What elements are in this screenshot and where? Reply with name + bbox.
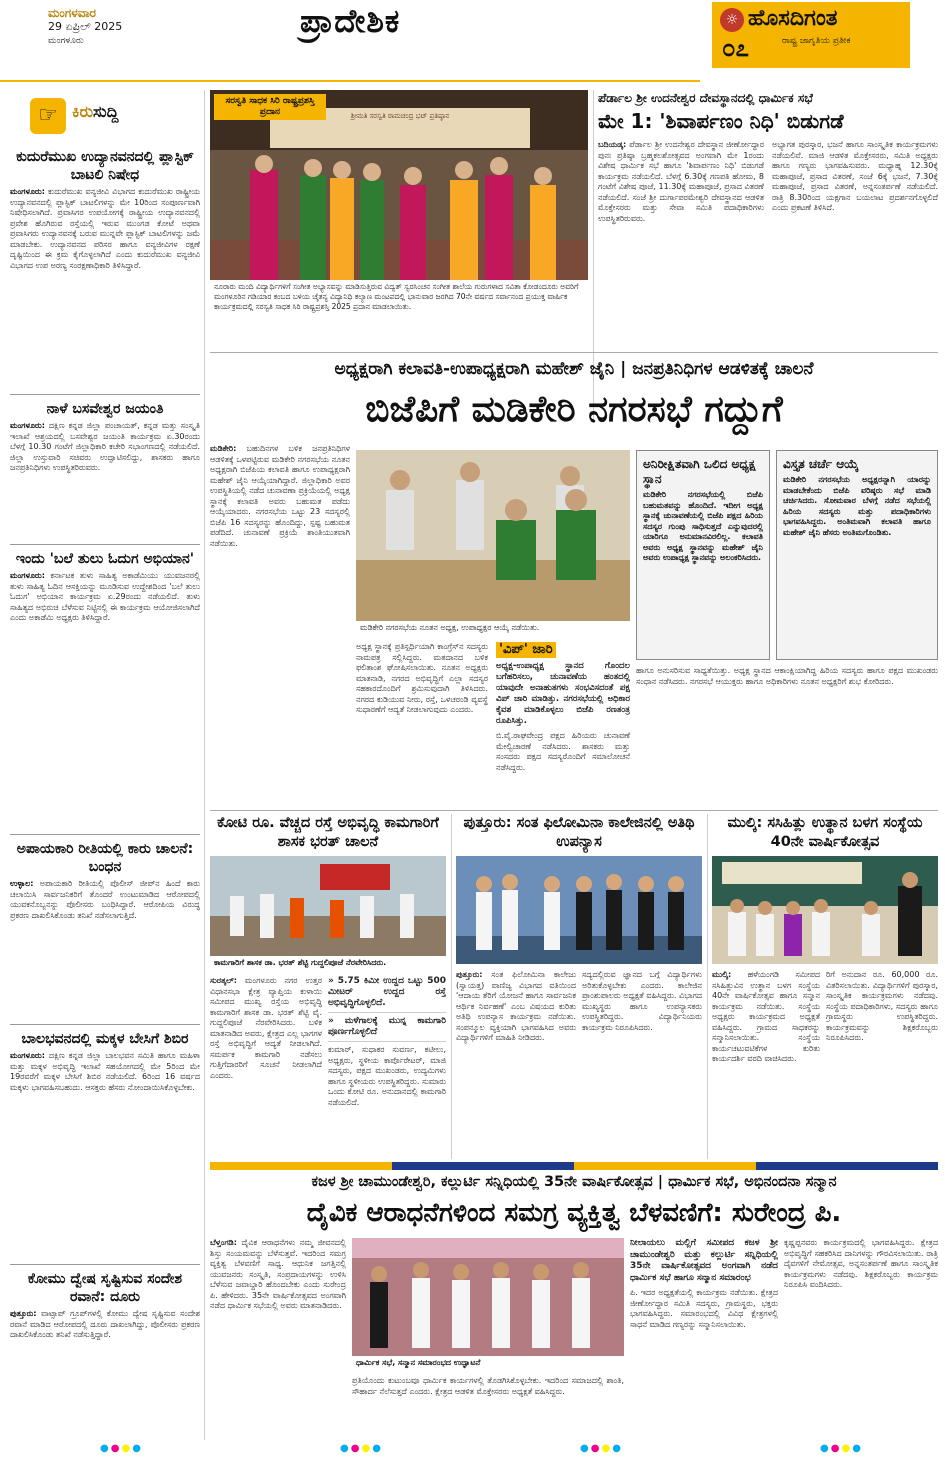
perdala-col-1-text	[598, 140, 764, 224]
kirusuddi-label-a: ಕಿರು	[72, 102, 94, 121]
award-photo-scene	[210, 90, 588, 310]
madikeri-col-5-text: ಹಾಗೂ ಅನುಸರಿಸುವ ಸಾಧ್ಯತೆಯಿತ್ತು. ಅಧ್ಯಕ್ಷ ಸ್ಥಾನದ ಆಕಾಂಕ್ಷಿಯಾಗಿದ್ದ ಹಿರಿಯ ಸದಸ್ಯರು ಹಾಗೂ ಪಕ್ಷದ ಮುಖಂಡರು ಸಂಧಾನ ನಡೆಸಿದರು. ನಗರಸಭೆ ಆಯುಕ್ತರು ಹಾಗೂ ಅಧಿಕಾರಿಗಳು ನೂತನ ಅಧ್ಯಕ್ಷರಿಗೆ ಶುಭ ಕೋರಿದರು.	[636, 666, 938, 686]
mulki-headline: ಮುಲ್ಕಿ: ಸಸಿಹಿತ್ಲು ಉತ್ಥಾನ ಬಳಗ ಸಂಸ್ಥೆಯ 40ನೇ ವಾರ್ಷಿಕೋತ್ಸವ	[727, 815, 923, 850]
madikeri-col-1	[210, 444, 350, 804]
road-point-2: » ಮಳೆಗಾಲಕ್ಕೆ ಮುನ್ನ ಕಾಮಗಾರಿ ಪೂರ್ಣಗೊಳ್ಳಲಿದೆ	[328, 1013, 446, 1042]
road-photo	[210, 856, 446, 970]
puttur-headline: ಪುತ್ತೂರು: ಸಂತ ಫಿಲೋಮಿನಾ ಕಾಲೇಜಿನಲ್ಲಿ ಅತಿಥಿ ಉಪನ್ಯಾಸ	[463, 815, 695, 850]
kajala-box-title: ನೀಲಾಯಲು ಮಲ್ಲಿಗೆ ಸಮೀಪದ ಕಜಳ ಶ್ರೀ ಚಾಮುಂಡೇಶ್ವರಿ ಮತ್ತು ಕಲ್ಲುರ್ಟಿ ಸನ್ನಿಧಿಯಲ್ಲಿ 35ನೇ ವಾರ್ಷಿಕೋತ್ಸವದ ಅಂಗವಾಗಿ ನಡೆದ ಧಾರ್ಮಿಕ ಸಭೆ ಹಾಗೂ ಸನ್ಮಾನ ಸಮಾರಂಭ	[630, 1238, 778, 1283]
brief-6-title: ಕೋಮು ದ್ವೇಷ ಸೃಷ್ಟಿಸುವ ಸಂದೇಶ ರವಾನೆ: ದೂರು	[27, 1271, 183, 1305]
puttur-body-2: ಸದ್ಯದಲ್ಲಿರುವ ಜ್ಞಾನದ ಬಗ್ಗೆ ವಿದ್ಯಾರ್ಥಿಗಳು ಅರಿತುಕೊಳ್ಳಬೇಕು ಎಂದರು. ಕಾಲೇಜಿನ ಪ್ರಾಂಶುಪಾಲರು ಅಧ್ಯಕ್ಷತೆ ವಹಿಸಿದ್ದರು. ವಿಭಾಗದ ಮುಖ್ಯಸ್ಥರು ಹಾಗೂ ಉಪನ್ಯಾಸಕರು ಉಪಸ್ಥಿತರಿದ್ದರು. ವಿದ್ಯಾರ್ಥಿನಿಯರು ಕಾರ್ಯಕ್ರಮ ನಿರೂಪಿಸಿದರು.	[582, 970, 702, 1032]
kirusuddi-label-b: ಸುದ್ದಿ	[93, 102, 119, 121]
kajala-col-2-text: ಪ್ರತಿಯೊಂದು ಕುಟುಂಬವೂ ಧಾರ್ಮಿಕ ಕಾರ್ಯಗಳಲ್ಲಿ ತೊಡಗಿಸಿಕೊಳ್ಳಬೇಕು. ಇದರಿಂದ ಸಮಾಜದಲ್ಲಿ ಶಾಂತಿ, ಸೌಹಾರ್ದ ನೆಲೆಸುತ್ತದೆ ಎಂದರು. ಕ್ಷೇತ್ರದ ಆಡಳಿತ ಮೊಕ್ತೇಸರರು ಅಧ್ಯಕ್ಷತೆ ವಹಿಸಿದ್ದರು.	[352, 1376, 624, 1396]
road-body: ಮಂಗಳೂರು ನಗರ ಉತ್ತರ ವಿಧಾನಸಭಾ ಕ್ಷೇತ್ರ ವ್ಯಾಪ್ತಿಯ ಕುಳಾಯಿ ಸಮೀಪದ ಮುಖ್ಯ ರಸ್ತೆಯ ಅಭಿವೃದ್ಧಿ ಕಾಮಗಾರಿಗೆ ಶಾಸಕ ಡಾ. ಭರತ್ ಶೆಟ್ಟಿ ವೈ. ಗುದ್ದಲಿಪೂಜೆ ನೆರವೇರಿಸಿದರು. ಬಳಿಕ ಮಾತನಾಡಿದ ಅವರು, ಕ್ಷೇತ್ರದ ಎಲ್ಲ ಭಾಗಗಳ ರಸ್ತೆ ಅಭಿವೃದ್ಧಿಗೆ ಆದ್ಯತೆ ನೀಡಲಾಗಿದೆ. ಸಮರ್ಪಕ ಕಾಮಗಾರಿ ನಡೆಸಲು ಗುತ್ತಿಗೆದಾರರಿಗೆ ಸೂಚನೆ ನೀಡಲಾಗಿದೆ ಎಂದರು.	[210, 976, 322, 1080]
kajala-col-1-text	[210, 1238, 346, 1312]
left-briefs-column	[10, 92, 200, 1442]
brief-divider	[10, 834, 200, 835]
brief-6-lead: ಪುತ್ತೂರು:	[10, 1309, 37, 1318]
brief-4-title: ಅಪಾಯಕಾರಿ ರೀತಿಯಲ್ಲಿ ಕಾರು ಚಾಲನೆ: ಬಂಧನ	[16, 841, 194, 875]
kajala-col-3-text: ಪಿ. ಇದರ ಅಧ್ಯಕ್ಷತೆಯಲ್ಲಿ ಕಾರ್ಯಕ್ರಮ ನಡೆಯಿತು. ಕ್ಷೇತ್ರದ ಜೀರ್ಣೋದ್ಧಾರ ಸಮಿತಿ ಸದಸ್ಯರು, ಗ್ರಾಮಸ್ಥರು, ಭಕ್ತರು ಭಾಗವಹಿಸಿದ್ದರು. ಸಮಾರಂಭದಲ್ಲಿ ವಿವಿಧ ಕ್ಷೇತ್ರಗಳಲ್ಲಿ ಸಾಧನೆ ಮಾಡಿದ ಗಣ್ಯರನ್ನು ಸನ್ಮಾನಿಸಲಾಯಿತು.	[630, 1288, 778, 1329]
column-divider	[204, 90, 205, 1440]
puttur-photo	[456, 856, 702, 964]
madikeri-pull-body: ಅಧ್ಯಕ್ಷ-ಉಪಾಧ್ಯಕ್ಷ ಸ್ಥಾನದ ಗೊಂದಲ ಬಗೆಹರಿಸಲು, ಚುನಾವಣೆಯ ಹಂತದಲ್ಲಿ ಯಾವುದೇ ಅನಾಹುತಗಳು ಸಂಭವಿಸದಂತೆ ಪಕ್ಷ ವಿಪ್ ಜಾರಿ ಮಾಡಿತ್ತು. ನಗರಸಭೆಯಲ್ಲಿ ಅಧಿಕಾರ ಕೈವಶ ಮಾಡಿಕೊಳ್ಳಲು ಬಿಜೆಪಿ ರಣತಂತ್ರ ರೂಪಿಸಿತ್ತು.	[496, 661, 630, 726]
award-banner: ಶ್ರೀಮತಿ ಸರಸ್ವತಿ ರಾಮಚಂದ್ರ ಭಟ್ ಪ್ರತಿಷ್ಠಾನ	[350, 112, 450, 120]
road-photo-scene	[210, 856, 446, 958]
madikeri-box-1-title: ಅನಿರೀಕ್ಷಿತವಾಗಿ ಒಲಿದ ಅಧ್ಯಕ್ಷ ಸ್ಥಾನ	[643, 457, 756, 486]
kajala-lead: ಬೆಳ್ತಂಗಡಿ:	[210, 1238, 237, 1247]
pointing-hand-icon: ☞	[30, 98, 66, 134]
mulki-photo-scene	[712, 856, 938, 964]
masthead-rule	[0, 80, 700, 82]
brief-6	[10, 1270, 200, 1440]
mulki-body: ಹಳೆಯಂಗಡಿ ಸಮೀಪದ ಸಸಿಹಿತ್ಲುವಿನ ಉತ್ಥಾನ ಬಳಗ ಸಂಸ್ಥೆಯ 40ನೇ ವಾರ್ಷಿಕೋತ್ಸವ ಹಾಗೂ ಸನ್ಮಾನ ಕಾರ್ಯಕ್ರಮ ನಡೆಯಿತು. ಸಂಸ್ಥೆಯ ಅಧ್ಯಕ್ಷರು ಕಾರ್ಯಕ್ರಮದ ಅಧ್ಯಕ್ಷತೆ ವಹಿಸಿದ್ದರು. ಗ್ರಾಮದ ಸಾಧಕರನ್ನು ಸನ್ಮಾನಿಸಲಾಯಿತು. ಸಂಸ್ಥೆಯ ಕಾರ್ಯಚಟುವಟಿಕೆಗಳ ಕುರಿತು ಕಾರ್ಯದರ್ಶಿ ವರದಿ ವಾಚಿಸಿದರು.	[712, 970, 820, 1063]
madikeri-box-2-title: ವಿಸ್ತೃತ ಚರ್ಚೆ ಆಯ್ಕೆ	[783, 457, 859, 471]
brand-tagline: ರಾಷ್ಟ್ರ ಜಾಗೃತಿಯ ಪ್ರತೀಕ	[782, 36, 851, 46]
brief-1-title: ಕುದುರೆಮುಖ ಉದ್ಯಾನವನದಲ್ಲಿ ಪ್ಲಾಸ್ಟಿಕ್ ಬಾಟಲಿ ನಿಷೇಧ	[16, 149, 194, 183]
madikeri-kicker: ಅಧ್ಯಕ್ಷರಾಗಿ ಕಲಾವತಿ-ಉಪಾಧ್ಯಕ್ಷರಾಗಿ ಮಹೇಶ್ ಜೈನಿ | ಜನಪ್ರತಿನಿಧಿಗಳ ಆಡಳಿತಕ್ಕೆ ಚಾಲನೆ	[334, 359, 814, 379]
road-point-1-text: 5.75 ಕಿಮೀ ಉದ್ದದ ಒಟ್ಟು 500 ಮೀಟರ್ ಉದ್ದದ ರಸ್ತೆ ಅಭಿವೃದ್ಧಿಗೊಳ್ಳಲಿದೆ.	[328, 976, 446, 1008]
masthead-date: 29 ಏಪ್ರಿಲ್ 2025	[48, 20, 123, 33]
section-rule	[210, 352, 938, 353]
mulki-col-2	[826, 970, 938, 1160]
brief-5-text: ದಕ್ಷಿಣ ಕನ್ನಡ ಜಿಲ್ಲಾ ಬಾಲಭವನ ಸಮಿತಿ ಹಾಗೂ ಮಹಿಳಾ ಮತ್ತು ಮಕ್ಕಳ ಅಭಿವೃದ್ಧಿ ಇಲಾಖೆ ಸಹಯೋಗದಲ್ಲಿ ಮೇ 5ರಿಂದ ಮೇ 19ರವರೆಗೆ ಮಕ್ಕಳ ಬೇಸಿಗೆ ಶಿಬಿರ ನಡೆಯಲಿದೆ. 6ರಿಂದ 16 ವರ್ಷದ ಮಕ್ಕಳು ಭಾಗವಹಿಸಬಹುದು. ಆಸಕ್ತರು ಹೆಸರು ನೋಂದಾಯಿಸಿಕೊಳ್ಳಬೇಕು.	[10, 1051, 200, 1092]
brief-6-body	[10, 1309, 200, 1341]
mulki-body-2: ರಿಗೆ ಅನುದಾನ ರೂ. 60,000 ರೂ. ವಿತರಿಸಲಾಯಿತು. ವಿದ್ಯಾರ್ಥಿಗಳಿಗೆ ಪುರಸ್ಕಾರ, ಸಾಂಸ್ಕೃತಿಕ ಕಾರ್ಯಕ್ರಮಗಳು ನಡೆದವು. ಸಂಸ್ಥೆಯ ಪದಾಧಿಕಾರಿಗಳು, ಸದಸ್ಯರು ಹಾಗೂ ಗ್ರಾಮಸ್ಥರು ಉಪಸ್ಥಿತರಿದ್ದರು. ಕಾರ್ಯಕ್ರಮವನ್ನು ಶಿಕ್ಷಕರೊಬ್ಬರು ನಿರೂಪಿಸಿದರು.	[826, 970, 938, 1042]
puttur-col-1	[456, 970, 576, 1160]
brief-1	[10, 148, 200, 388]
brief-1-text: ಕುದುರೆಮುಖ ವನ್ಯಜೀವಿ ವಿಭಾಗದ ಕುದುರೆಮುಖ ರಾಷ್ಟ್ರೀಯ ಉದ್ಯಾನವನದಲ್ಲಿ ಪ್ಲಾಸ್ಟಿಕ್ ಬಾಟಲಿಗಳನ್ನು ಮೇ 10ರಿಂದ ಸಂಪೂರ್ಣವಾಗಿ ನಿಷೇಧಿಸಲಾಗಿದೆ. ಪ್ರವಾಸಿಗರ ಉಪಯೋಗಕ್ಕೆ ರಾಷ್ಟ್ರೀಯ ಉದ್ಯಾನವನದಲ್ಲಿ ಪ್ರವೇಶ ಹೊಗಿರುವ ರಸ್ತೆಯಲ್ಲಿ ಇರುವ ಮುಂಗಡ ಕೋಟೆ ಅಥವಾ ಪ್ರವಾಸಿಗರು ಉದ್ಯಾನವನಕ್ಕೆ ಬರುವ ಮುನ್ನವೇ ಪ್ಲಾಸ್ಟಿಕ್ ಬಾಟಲಿಗಳನ್ನು ಜಮೆ ಮಾಡಬೇಕು. ಉದ್ಯಾನವನದ ಪರಿಸರ ಹಾಗೂ ವನ್ಯಜೀವಿಗಳ ರಕ್ಷಣೆ ದೃಷ್ಟಿಯಿಂದ ಈ ಕ್ರಮ ಕೈಗೊಳ್ಳಲಾಗಿದೆ ಎಂದು ಕುದುರೆಮುಖ ವನ್ಯಜೀವಿ ವಿಭಾಗದ ಉಪ ಅರಣ್ಯ ಸಂರಕ್ಷಣಾಧಿಕಾರಿ ತಿಳಿಸಿದ್ದಾರೆ.	[10, 187, 200, 270]
kajala-photo	[352, 1238, 624, 1370]
kajala-col-2	[352, 1376, 624, 1434]
registration-dots: ●●●●	[580, 1443, 623, 1454]
kirusuddi-header	[10, 92, 200, 136]
column-divider	[451, 814, 452, 1159]
kajala-photo-scene	[352, 1238, 624, 1358]
madikeri-photo	[356, 450, 630, 635]
award-photo	[210, 90, 588, 350]
brief-3-lead: ಮಂಗಳೂರು:	[10, 571, 45, 580]
kajala-photo-caption: ಧಾರ್ಮಿಕ ಸಭೆ, ಸನ್ಮಾನ ಸಮಾರಂಭದ ಉದ್ಘಾಟನೆ	[352, 1356, 624, 1370]
mulki-lead: ಮುಲ್ಕಿ:	[712, 970, 732, 979]
column-divider	[707, 814, 708, 1159]
mulki-col-1	[712, 970, 820, 1160]
madikeri-col-1-body: ಬಹುದಿನಗಳ ಬಳಿಕ ಜನಪ್ರತಿನಿಧಿಗಳ ಆಡಳಿತಕ್ಕೆ ಒಳಪಟ್ಟಿರುವ ಮಡಿಕೇರಿ ನಗರಸಭೆಯ ನೂತನ ಅಧ್ಯಕ್ಷರಾಗಿ ಬಿಜೆಪಿಯ ಕಲಾವತಿ ಹಾಗೂ ಉಪಾಧ್ಯಕ್ಷರಾಗಿ ಮಹೇಶ್ ಜೈನಿ ಆಯ್ಕೆಯಾಗಿದ್ದಾರೆ. ಜಿಲ್ಲಾಧಿಕಾರಿ ಅವರ ಉಪಸ್ಥಿತಿಯಲ್ಲಿ ನಡೆದ ಚುನಾವಣಾ ಪ್ರಕ್ರಿಯೆಯಲ್ಲಿ ಅಧ್ಯಕ್ಷ ಸ್ಥಾನಕ್ಕೆ ಕಲಾವತಿ ಅವರು ಬಹುಮತ ಪಡೆದು ಆಯ್ಕೆಯಾದರು. ನಗರಸಭೆಯ ಒಟ್ಟು 23 ಸದಸ್ಯರಲ್ಲಿ ಬಿಜೆಪಿ 16 ಸದಸ್ಯರನ್ನು ಹೊಂದಿದ್ದು, ಸ್ಪಷ್ಟ ಬಹುಮತ ಪಡೆದಿದೆ. ಚುನಾವಣೆ ಪ್ರಕ್ರಿಯೆ ಶಾಂತಿಯುತವಾಗಿ ನಡೆಯಿತು.	[210, 444, 350, 548]
brief-2-title: ನಾಳೆ ಬಸವೇಶ್ವರ ಜಯಂತಿ	[46, 401, 164, 417]
madikeri-col-2	[356, 642, 488, 804]
registration-dots: ●●●●	[820, 1443, 863, 1454]
road-col-1-text	[210, 976, 322, 1081]
road-headline: ಕೋಟಿ ರೂ. ವೆಚ್ಚದ ರಸ್ತೆ ಅಭಿವೃದ್ಧಿ ಕಾಮಗಾರಿಗೆ ಶಾಸಕ ಭರತ್ ಚಾಲನೆ	[217, 815, 439, 850]
madikeri-lead: ಮಡಿಕೇರಿ:	[210, 444, 237, 453]
kajala-col-1	[210, 1238, 346, 1434]
brief-2-lead: ಮಂಗಳೂರು:	[10, 421, 45, 430]
kirusuddi-label	[72, 102, 118, 122]
brief-3	[10, 550, 200, 830]
brand-name: ಹೊಸದಿಗಂತ	[748, 6, 838, 31]
brief-3-text: ಕರ್ನಾಟಕ ತುಳು ಸಾಹಿತ್ಯ ಅಕಾಡೆಮಿಯು ಯುವಜನರಲ್ಲಿ ತುಳು ಸಾಹಿತ್ಯ ಓದಿನ ಆಸಕ್ತಿಯನ್ನು ಮೂಡಿಸುವ ಉದ್ದೇಶದಿಂದ 'ಬಲೆ ತುಲು ಓದುಗ' ಅಭಿಯಾನ ಕಾರ್ಯಕ್ರಮ ಏ.29ರಂದು ನಡೆಯಲಿದೆ. ತುಳು ಸಾಹಿತ್ಯದ ಅಭಿರುಚಿ ಬೆಳೆಸುವ ನಿಟ್ಟಿನಲ್ಲಿ ಈ ಕಾರ್ಯಕ್ರಮ ಆಯೋಜಿಸಲಾಗಿದೆ ಎಂದು ಅಕಾಡೆಮಿ ಅಧ್ಯಕ್ಷರು ತಿಳಿಸಿದ್ದಾರೆ.	[10, 571, 200, 622]
madikeri-pull-title-text: 'ವಿಪ್' ಜಾರಿ	[496, 642, 556, 658]
brief-4-text: ಅಪಾಯಕಾರಿ ರೀತಿಯಲ್ಲಿ ಪೊಲೀಸ್ ಜೀಪ್‌ನ ಹಿಂದೆ ಕಾರು ಚಲಾಯಿಸಿ ಸಾರ್ವಜನಿಕರಿಗೆ ತೊಂದರೆ ಉಂಟುಮಾಡಿದ ಆರೋಪದಲ್ಲಿ ಯುವಕನೊಬ್ಬನನ್ನು ಪೊಲೀಸರು ಬಂಧಿಸಿದ್ದಾರೆ. ಆರೋಪಿಯ ವಿರುದ್ಧ ಪ್ರಕರಣ ದಾಖಲಿಸಿಕೊಂಡು ತನಿಖೆ ನಡೆಸಲಾಗುತ್ತಿದೆ.	[10, 879, 200, 920]
registration-dots: ●●●●	[100, 1443, 143, 1454]
perdala-kicker: ಪೆರ್ಡಾಲ ಶ್ರೀ ಉದನೇಶ್ವರ ದೇವಸ್ಥಾನದಲ್ಲಿ ಧಾರ್ಮಿಕ ಸಭೆ	[598, 91, 813, 105]
kajala-col-1-body: ದೈವಿಕ ಆರಾಧನೆಗಳು ನಮ್ಮ ಜೀವನದಲ್ಲಿ ಶಿಸ್ತು ಸಂಯಮವನ್ನು ಬೆಳೆಸುತ್ತವೆ. ಇದರಿಂದ ಸಮಗ್ರ ವ್ಯಕ್ತಿತ್ವ ಬೆಳವಣಿಗೆ ಸಾಧ್ಯ. ಆಧುನಿಕ ಜಗತ್ತಿನಲ್ಲಿ ಯುವಜನರು ಸಂಸ್ಕೃತಿ, ಸಂಪ್ರದಾಯಗಳನ್ನು ಉಳಿಸಿ ಬೆಳೆಸುವ ಜವಾಬ್ದಾರಿ ಹೊಂದಬೇಕು ಎಂದು ಸುರೇಂದ್ರ ಪಿ. ಹೇಳಿದರು. 35ನೇ ವಾರ್ಷಿಕೋತ್ಸವದ ಅಂಗವಾಗಿ ನಡೆದ ಧಾರ್ಮಿಕ ಸಭೆಯಲ್ಲಿ ಅವರು ಮಾತನಾಡಿದರು.	[210, 1238, 346, 1310]
mulki-photo	[712, 856, 938, 964]
masthead-date-block	[48, 6, 122, 48]
brief-divider	[10, 394, 200, 395]
kajala-col-4	[784, 1238, 938, 1434]
brief-5-lead: ಮಂಗಳೂರು:	[10, 1051, 45, 1060]
brief-2-text: ದಕ್ಷಿಣ ಕನ್ನಡ ಜಿಲ್ಲಾ ಪಂಚಾಯತ್, ಕನ್ನಡ ಮತ್ತು ಸಂಸ್ಕೃತಿ ಇಲಾಖೆ ಆಶ್ರಯದಲ್ಲಿ ಬಸವೇಶ್ವರ ಜಯಂತಿ ಕಾರ್ಯಕ್ರಮ ಏ.30ರಂದು ಬೆಳಗ್ಗೆ 10.30 ಗಂಟೆಗೆ ಜಿಲ್ಲಾಧಿಕಾರಿ ಕಚೇರಿ ಸಭಾಂಗಣದಲ್ಲಿ ನಡೆಯಲಿದೆ. ಜಿಲ್ಲಾ ಉಸ್ತುವಾರಿ ಸಚಿವರು ಉದ್ಘಾಟಿಸಲಿದ್ದು, ಶಾಸಕರು ಹಾಗೂ ಜನಪ್ರತಿನಿಧಿಗಳು ಉಪಸ್ಥಿತರಿರುವರು.	[10, 421, 200, 472]
perdala-col-2-text: ಅಭ್ಯಾಗತ ಪುರಸ್ಕಾರ, ಭಜನೆ ಹಾಗೂ ಸಾಂಸ್ಕೃತಿಕ ಕಾರ್ಯಕ್ರಮಗಳು ನಡೆಯಲಿವೆ. ಮಾಜಿ ಆಡಳಿತ ಮೊಕ್ತೇಸರರು, ಸಮಿತಿ ಅಧ್ಯಕ್ಷರು ಹಾಗೂ ಗಣ್ಯರು ಭಾಗವಹಿಸುವರು. ಮಧ್ಯಾಹ್ನ 12.30ಕ್ಕೆ ಮಹಾಪೂಜೆ, ಪ್ರಸಾದ ವಿತರಣೆ, ಸಂಜೆ 6ಕ್ಕೆ ಭಜನೆ, 7.30ಕ್ಕೆ ಮಹಾಪೂಜೆ, ಪ್ರಸಾದ ವಿತರಣೆ, ಅನ್ನಸಂತರ್ಪಣೆ ನಡೆಯಲಿದೆ. ರಾತ್ರಿ 8.30ರಿಂದ ಯಕ್ಷಗಾನ ಬಯಲಾಟ ಪ್ರದರ್ಶನಗೊಳ್ಳಲಿದೆ ಎಂದು ಪ್ರಕಟಣೆ ತಿಳಿಸಿದೆ.	[772, 140, 938, 212]
brief-5-body	[10, 1051, 200, 1093]
road-body-2: ಕುಮಾರ್, ಸುಧಾಕರ ಸುವರ್ಣ, ಕಟೀಲು, ಅಧ್ಯಕ್ಷರು, ಸ್ಥಳೀಯ ಕಾರ್ಪೊರೇಟರ್, ಮಾಜಿ ಸದಸ್ಯರು, ಪಕ್ಷದ ಮುಖಂಡರು, ಉದ್ಯಮಿಗಳು ಹಾಗೂ ಸ್ಥಳೀಯರು ಉಪಸ್ಥಿತರಿದ್ದರು. ಸುಮಾರು ಒಂದು ಕೋಟಿ ರೂ. ಅನುದಾನದಲ್ಲಿ ಕಾಮಗಾರಿ ನಡೆಯಲಿದೆ.	[328, 1045, 446, 1107]
perdala-headline: ಮೇ 1: 'ಶಿವಾರ್ಪಣಂ ನಿಧಿ' ಬಿಡುಗಡೆ	[598, 109, 844, 133]
road-col-1	[210, 976, 322, 1160]
madikeri-headline: ಬಿಜೆಪಿಗೆ ಮಡಿಕೇರಿ ನಗರಸಭೆ ಗದ್ದುಗೆ	[365, 389, 783, 430]
brief-4-body	[10, 879, 200, 921]
madikeri-photo-scene	[356, 450, 630, 622]
section-color-bar	[210, 1162, 938, 1170]
madikeri-col-5	[636, 666, 938, 804]
kajala-headline: ದೈವಿಕ ಆರಾಧನೆಗಳಿಂದ ಸಮಗ್ರ ವ್ಯಕ್ತಿತ್ವ ಬೆಳವಣಿಗೆ: ಸುರೇಂದ್ರ ಪಿ.	[306, 1198, 842, 1228]
brief-5-title: ಬಾಲಭವನದಲ್ಲಿ ಮಕ್ಕಳ ಬೇಸಿಗೆ ಶಿಬಿರ	[21, 1031, 189, 1047]
masthead-city: ಮಂಗಳೂರು	[48, 36, 84, 46]
brief-divider	[10, 1024, 200, 1025]
puttur-photo-scene	[456, 856, 702, 964]
kajala-col-4-text: ಕೃಷ್ಣಪ್ಪನವರು ಕಾರ್ಯಕ್ರಮದಲ್ಲಿ ಭಾಗವಹಿಸಿದ್ದರು. ಕ್ಷೇತ್ರದ ಅಭಿವೃದ್ಧಿಗೆ ಸಹಕರಿಸಿದ ದಾನಿಗಳನ್ನು ಗೌರವಿಸಲಾಯಿತು. ರಾತ್ರಿ ದೈವಗಳಿಗೆ ನೇಮೋತ್ಸವ, ಅನ್ನಸಂತರ್ಪಣೆ ಹಾಗೂ ಸಾಂಸ್ಕೃತಿಕ ಕಾರ್ಯಕ್ರಮಗಳು ನಡೆದವು. ಶಿಕ್ಷಕರೊಬ್ಬರು ಕಾರ್ಯಕ್ರಮ ನಿರೂಪಿಸಿ ವಂದಿಸಿದರು.	[784, 1238, 938, 1289]
masthead-day: ಮಂಗಳವಾರ	[48, 6, 97, 20]
brand-block	[712, 2, 910, 68]
madikeri-photo-caption: ಮಡಿಕೇರಿ ನಗರಸಭೆಯ ನೂತನ ಅಧ್ಯಕ್ಷ, ಉಪಾಧ್ಯಕ್ಷರ ಆಯ್ಕೆ ನಡೆಯಿತು.	[356, 621, 630, 635]
perdala-col-1-body: ಪೆರ್ಡಾಲ ಶ್ರೀ ಉದನೇಶ್ವರ ದೇವಸ್ಥಾನ ಜೀರ್ಣೋದ್ಧಾರ ಪುನಃ ಪ್ರತಿಷ್ಠಾ ಬ್ರಹ್ಮಕಲಶೋತ್ಸವದ ಅಂಗವಾಗಿ ಮೇ 1ರಂದು ವಿಶೇಷ ಧಾರ್ಮಿಕ ಸಭೆ ಹಾಗೂ 'ಶಿವಾರ್ಪಣಂ ನಿಧಿ' ಬಿಡುಗಡೆ ಕಾರ್ಯಕ್ರಮ ನಡೆಯಲಿದೆ. ಬೆಳಗ್ಗೆ 6.30ಕ್ಕೆ ಗಣಪತಿ ಹೋಮ, 8 ಗಂಟೆಗೆ ವಿಶೇಷ ಪೂಜೆ, 11.30ಕ್ಕೆ ಮಹಾಪೂಜೆ, ಪ್ರಸಾದ ವಿತರಣೆ ನಡೆಯಲಿದೆ. ಸಂಜೆ ಶ್ರೀ ದುರ್ಗಾಪರಮೇಶ್ವರಿ ದೇವಸ್ಥಾನದ ಆಡಳಿತ ಮೊಕ್ತೇಸರರು ಮತ್ತು ಸೇವಾ ಸಮಿತಿ ಪದಾಧಿಕಾರಿಗಳು ಉಪಸ್ಥಿತರಿರುವರು.	[598, 140, 764, 223]
madikeri-box-1	[636, 450, 770, 660]
brief-3-body	[10, 571, 200, 624]
masthead	[0, 0, 945, 88]
madikeri-pull	[496, 642, 630, 804]
madikeri-box-2-body: ಮಡಿಕೇರಿ ನಗರಸಭೆಯ ಅಧ್ಯಕ್ಷರನ್ನಾಗಿ ಯಾರನ್ನು ಮಾಡಬೇಕೆಂದು ಬಿಜೆಪಿ ವರಿಷ್ಠರು ಸಭೆ ಮಾಡಿ ಚರ್ಚಿಸಿದರು. ಸೋಮವಾರ ಬೆಳಗ್ಗೆ ನಡೆದ ಸಭೆಯಲ್ಲಿ ಹಿರಿಯ ಸದಸ್ಯರು ಮತ್ತು ಪದಾಧಿಕಾರಿಗಳು ಭಾಗವಹಿಸಿದ್ದರು. ಅಂತಿಮವಾಗಿ ಕಲಾವತಿ ಹಾಗೂ ಮಹೇಶ್ ಜೈನಿ ಹೆಸರು ಅಂತಿಮಗೊಂಡಿತು.	[783, 475, 931, 537]
brief-4	[10, 840, 200, 1020]
puttur-col-2	[582, 970, 702, 1160]
award-badge: ಸರಸ್ವತಿ ಸಾಧಕ ಸಿರಿ ರಾಷ್ಟ್ರಪ್ರಶಸ್ತಿ ಪ್ರದಾನ	[214, 94, 326, 120]
madikeri-pull-body-2: ಬಿ.ವೈ.ರಾಘವೇಂದ್ರ ಪಕ್ಷದ ಹಿರಿಯರು ಚುನಾವಣೆ ಮೇಲ್ವಿಚಾರಣೆ ನಡೆಸಿದರು. ಶಾಸಕರು ಮತ್ತು ಸಂಸದರು ಪಕ್ಷದ ಸದಸ್ಯರೊಂದಿಗೆ ಸಮಾಲೋಚನೆ ನಡೆಸಿದ್ದರು.	[496, 731, 630, 772]
madikeri-pull-title	[496, 642, 630, 657]
brief-3-title: ಇಂದು 'ಬಲೆ ತುಲು ಓದುಗ ಅಭಿಯಾನ'	[15, 551, 195, 567]
kajala-col-3	[630, 1238, 778, 1434]
madikeri-box-1-body: ಮಡಿಕೇರಿ ನಗರಸಭೆಯಲ್ಲಿ ಬಿಜೆಪಿ ಬಹುಮತವನ್ನು ಹೊಂದಿದೆ. ಇದೀಗ ಅಧ್ಯಕ್ಷ ಸ್ಥಾನಕ್ಕೆ ಚುನಾವಣೆಯಲ್ಲಿ ಬಿಜೆಪಿ ಪಕ್ಷದ ಹಿರಿಯ ಸದಸ್ಯರ ಗುಂಪು ಸಾಧಿಸುತ್ತದೆ ಎನ್ನುವುದರಲ್ಲಿ ಯಾರಿಗೂ ಅನುಮಾನವಿರಲಿಲ್ಲ. ಕಲಾವತಿ ಅವರು ಅಧ್ಯಕ್ಷ ಸ್ಥಾನವನ್ನು ಮಹೇಶ್ ಜೈನಿ ಅವರು ಉಪಾಧ್ಯಕ್ಷ ಸ್ಥಾನವನ್ನು ಅಲಂಕರಿಸಿದರು.	[643, 490, 763, 562]
mulki-col-1-text	[712, 970, 820, 1065]
puttur-col-1-text	[456, 970, 576, 1044]
brief-divider	[10, 1264, 200, 1265]
brief-2-body	[10, 421, 200, 474]
road-point-2-text: ಮಳೆಗಾಲಕ್ಕೆ ಮುನ್ನ ಕಾಮಗಾರಿ ಪೂರ್ಣಗೊಳ್ಳಲಿದೆ	[328, 1016, 446, 1037]
kajala-kicker: ಕಜಳ ಶ್ರೀ ಚಾಮುಂಡೇಶ್ವರಿ, ಕಲ್ಲುರ್ಟಿ ಸನ್ನಿಧಿಯಲ್ಲಿ 35ನೇ ವಾರ್ಷಿಕೋತ್ಸವ | ಧಾರ್ಮಿಕ ಸಭೆ, ಅಭಿನಂದನಾ ಸನ್ಮಾನ	[311, 1174, 837, 1190]
brief-2	[10, 400, 200, 540]
puttur-body: ಸಂತ ಫಿಲೋಮಿನಾ ಕಾಲೇಜು (ಸ್ವಾಯತ್ತ) ವಾಣಿಜ್ಯ ವಿಭಾಗದ ವತಿಯಿಂದ 'ಆದಾಯ ತೆರಿಗೆ ಯೋಜನೆ ಹಾಗೂ ಸಾರ್ವಜನಿಕ ಆರ್ಥಿಕ ನಿರ್ವಹಣೆ' ಎಂಬ ವಿಷಯದ ಕುರಿತು ಅತಿಥಿ ಉಪನ್ಯಾಸ ಕಾರ್ಯಕ್ರಮ ನಡೆಯಿತು. ಸಂಪನ್ಮೂಲ ವ್ಯಕ್ತಿಯಾಗಿ ಭಾಗವಹಿಸಿದ ಅವರು ವಿದ್ಯಾರ್ಥಿಗಳಿಗೆ ಮಾಹಿತಿ ನೀಡಿದರು.	[456, 970, 576, 1042]
perdala-lead: ಬದಿಯಡ್ಕ:	[598, 140, 627, 149]
section-title: ಪ್ರಾದೇಶಿಕ	[300, 2, 401, 40]
section-rule	[210, 810, 938, 811]
brief-1-body	[10, 187, 200, 271]
road-photo-caption: ಕಾಮಗಾರಿಗೆ ಶಾಸಕ ಡಾ. ಭರತ್ ಶೆಟ್ಟಿ ಗುದ್ದಲಿಪೂಜೆ ನೆರವೇರಿಸಿದರು.	[210, 956, 446, 970]
lamp-icon: ☼	[720, 8, 744, 32]
registration-dots: ●●●●	[340, 1443, 383, 1454]
award-photo-caption: ನೂರಾರು ಮಂದಿ ವಿದ್ಯಾರ್ಥಿಗಳಿಗೆ ಸಂಗೀತ ಅಭ್ಯಾಸವನ್ನು ಮಾಡಿಸುತ್ತಿರುವ ವಿದ್ವತ್ ಸ್ವರಸಿಂಚನ ಸಂಗೀತ ಶಾಲೆಯ ಗುರುಗಳಾದ ಸವಿತಾ ಕೋಡಂದೂರು ಅವರಿಗೆ ಮಂಗಳೂರಿನ ಗಡಿಯಾರ ಕಂಬದ ಬಳಿಯ ಚೈತನ್ಯ ವಿದ್ಯಾನಿಧಿ ಕಲ್ಯಾಣ ಮಂಟಪದಲ್ಲಿ ಭಾನುವಾರ ಜರಗಿದ 70ನೇ ವರ್ಷದ ಸರ್ವಾನಂದ ಪ್ರಯುಕ್ತ ವಾರ್ಷಿಕ ಕಾರ್ಯಕ್ರಮದಲ್ಲಿ ಸರಸ್ವತಿ ಸಾಧಕ ಸಿರಿ ರಾಷ್ಟ್ರಪ್ರಶಸ್ತಿ 2025 ಪ್ರದಾನ ಮಾಡಲಾಯಿತು.	[210, 280, 588, 350]
madikeri-col-2-text: ಅಧ್ಯಕ್ಷ ಸ್ಥಾನಕ್ಕೆ ಪ್ರತಿಸ್ಪರ್ಧಿಯಾಗಿ ಕಾಂಗ್ರೆಸ್‌ನ ಸದಸ್ಯರು ನಾಮಪತ್ರ ಸಲ್ಲಿಸಿದ್ದರು. ಮತದಾನದ ಬಳಿಕ ಫಲಿತಾಂಶ ಘೋಷಿಸಲಾಯಿತು. ನೂತನ ಅಧ್ಯಕ್ಷರು ಮಾತನಾಡಿ, ನಗರದ ಅಭಿವೃದ್ಧಿಗೆ ಎಲ್ಲಾ ಸದಸ್ಯರ ಸಹಕಾರದೊಂದಿಗೆ ಶ್ರಮಿಸುವುದಾಗಿ ತಿಳಿಸಿದರು. ನಗರದ ಕುಡಿಯುವ ನೀರು, ರಸ್ತೆ, ಒಳಚರಂಡಿ ವ್ಯವಸ್ಥೆ ಸುಧಾರಣೆಗೆ ಆದ್ಯತೆ ನೀಡಲಾಗುವುದು ಎಂದರು.	[356, 642, 488, 714]
brief-4-lead: ಉಳ್ಳಾಲ:	[10, 879, 34, 888]
road-col-2	[328, 976, 446, 1160]
brief-5	[10, 1030, 200, 1260]
page-number: ೦೭	[722, 34, 749, 62]
brief-1-lead: ಮಂಗಳೂರು:	[10, 187, 45, 196]
brief-6-text: ವಾಟ್ಸಾಪ್ ಗ್ರೂಪ್‌ಗಳಲ್ಲಿ ಕೋಮು ದ್ವೇಷ ಸೃಷ್ಟಿಸುವ ಸಂದೇಶ ರವಾನೆ ಮಾಡಿದ ಆರೋಪದಲ್ಲಿ ದೂರು ದಾಖಲಾಗಿದ್ದು, ಪೊಲೀಸರು ಪ್ರಕರಣ ದಾಖಲಿಸಿಕೊಂಡು ತನಿಖೆ ನಡೆಸುತ್ತಿದ್ದಾರೆ.	[10, 1309, 200, 1339]
road-point-1: » 5.75 ಕಿಮೀ ಉದ್ದದ ಒಟ್ಟು 500 ಮೀಟರ್ ಉದ್ದದ ರಸ್ತೆ ಅಭಿವೃದ್ಧಿಗೊಳ್ಳಲಿದೆ.	[328, 976, 446, 1013]
puttur-lead: ಪುತ್ತೂರು:	[456, 970, 483, 979]
brief-divider	[10, 544, 200, 545]
road-lead: ಸುರತ್ಕಲ್:	[210, 976, 237, 985]
madikeri-box-2	[776, 450, 938, 660]
madikeri-col-1-text	[210, 444, 350, 549]
